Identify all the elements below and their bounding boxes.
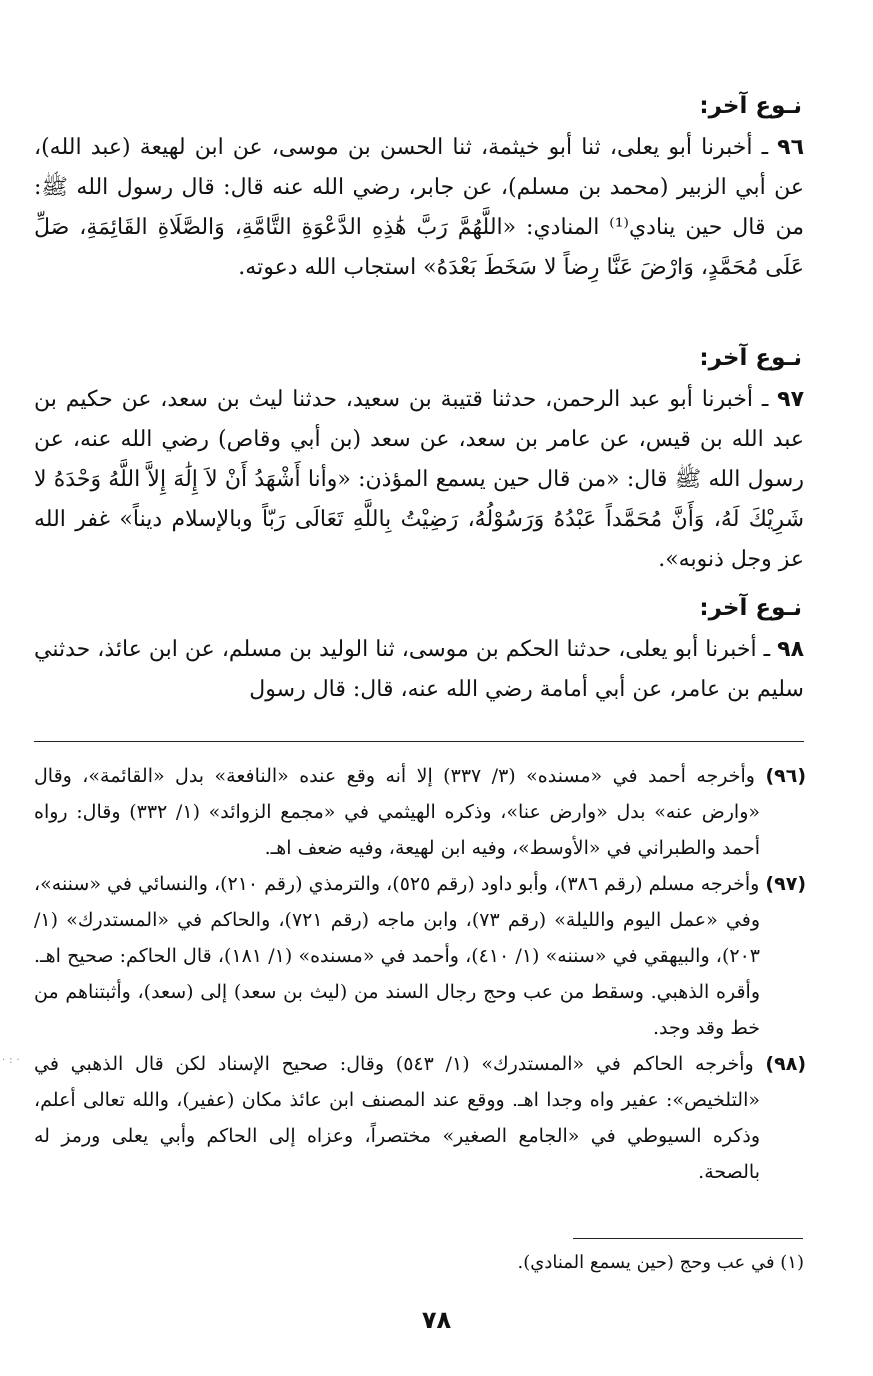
footnote: (١) في عب وحج (حين يسمع المنادي).: [517, 1252, 804, 1273]
section-heading: نـوع آخر:: [699, 595, 802, 621]
hadith-text: ـ أخبرنا أبو يعلى، حدثنا الحكم بن موسى، ثنا الوليد بن مسلم، عن ابن عائذ، حدثني سليم بن عامر، عن أبي أمامة رضي الله عنه، قال: قال رسول: [34, 637, 804, 702]
hadith-text: ـ أخبرنا أبو يعلى، ثنا أبو خيثمة، ثنا الحسن بن موسى، عن ابن لهيعة (عبد الله)، عن أبي الزبير (محمد بن مسلم)، عن جابر، رضي الله عنه قال: قال رسول الله ﷺ: من قال حين ينادي⁽¹⁾ المنادي: «اللَّهُمَّ رَبَّ هَٰذِهِ الدَّعْوَةِ التَّامَّةِ، وَالصَّلَاةِ القَائِمَةِ، صَلِّ عَلَى مُحَمَّدٍ، وَارْضَ عَنَّا رِضاً لا سَخَطَ بَعْدَهُ» استجاب الله دعوته.: [34, 135, 804, 280]
hadith-number: ٩٦: [777, 135, 804, 160]
note-ref: (٩٧): [765, 873, 806, 895]
notes-divider: [34, 741, 804, 742]
note-96: [34, 758, 806, 866]
note-ref: (٩٨): [765, 1053, 806, 1075]
notes-section: [34, 758, 806, 1190]
hadith-number: ٩٧: [777, 387, 804, 412]
footnote-divider: [573, 1238, 803, 1239]
main-text: [34, 84, 804, 716]
hadith-number: ٩٨: [777, 637, 804, 662]
note-ref: (٩٦): [765, 765, 807, 787]
hadith-text: ـ أخبرنا أبو عبد الرحمن، حدثنا قتيبة بن سعيد، حدثنا ليث بن سعد، عن حكيم بن عبد الله بن قيس، عن عامر بن سعد، عن سعد (بن أبي وقاص) رضي الله عنه، عن رسول الله ﷺ قال: «من قال حين يسمع المؤذن: «وأنا أَشْهَدُ أَنْ لاَ إِلَٰهَ إِلاَّ اللَّهُ وَحْدَهُ لا شَرِيْكَ لَهُ، وَأَنَّ مُحَمَّداً عَبْدُهُ وَرَسُوْلُهُ، رَضِيْتُ بِاللَّهِ تَعَالَى رَبّاً وبالإسلام ديناً» غفر الله عز وجل ذنوبه».: [34, 387, 804, 572]
hadith-97: [34, 380, 804, 586]
note-97: [34, 866, 806, 1046]
scan-speck: ·:·: [2, 1055, 24, 1066]
note-text: وأخرجه مسلم (رقم ٣٨٦)، وأبو داود (رقم ٥٢٥)، والترمذي (رقم ٢١٠)، والنسائي في «سننه»، وفي «عمل اليوم والليلة» (رقم ٧٣)، وابن ماجه (رقم ٧٢١)، والحاكم في «المستدرك» (١/ ٢٠٣)، والبيهقي في «سننه» (١/ ٤١٠)، وأحمد في «مسنده» (١/ ١٨١)، قال الحاكم: صحيح اهـ. وأقره الذهبي. وسقط من عب وحج رجال السند من (ليث بن سعد) إلى (سعد)، وأثبتناهم من خط وقد وجد.: [34, 873, 760, 1039]
note-98: [34, 1046, 806, 1190]
hadith-98: [34, 630, 804, 716]
section-heading: نـوع آخر:: [699, 345, 802, 371]
note-text: وأخرجه أحمد في «مسنده» (٣/ ٣٣٧) إلا أنه وقع عنده «النافعة» بدل «القائمة»، وقال «وارض عنه» بدل «وارض عنا»، وذكره الهيثمي في «مجمع الزوائد» (١/ ٣٣٢) وقال: رواه أحمد والطبراني في «الأوسط»، وفيه ابن لهيعة، وفيه ضعف اهـ.: [34, 765, 760, 859]
note-text: وأخرجه الحاكم في «المستدرك» (١/ ٥٤٣) وقال: صحيح الإسناد لكن قال الذهبي في «التلخيص»: عفير واه وجدا اهـ. ووقع عند المصنف ابن عائذ مكان (عفير)، والله تعالى أعلم، وذكره السيوطي في «الجامع الصغير» مختصراً، وعزاه إلى الحاكم وأبي يعلى ورمز له بالصحة.: [34, 1053, 760, 1183]
page-number: ٧٨: [421, 1306, 452, 1334]
hadith-96: [34, 128, 804, 336]
section-heading: نـوع آخر:: [699, 93, 802, 119]
